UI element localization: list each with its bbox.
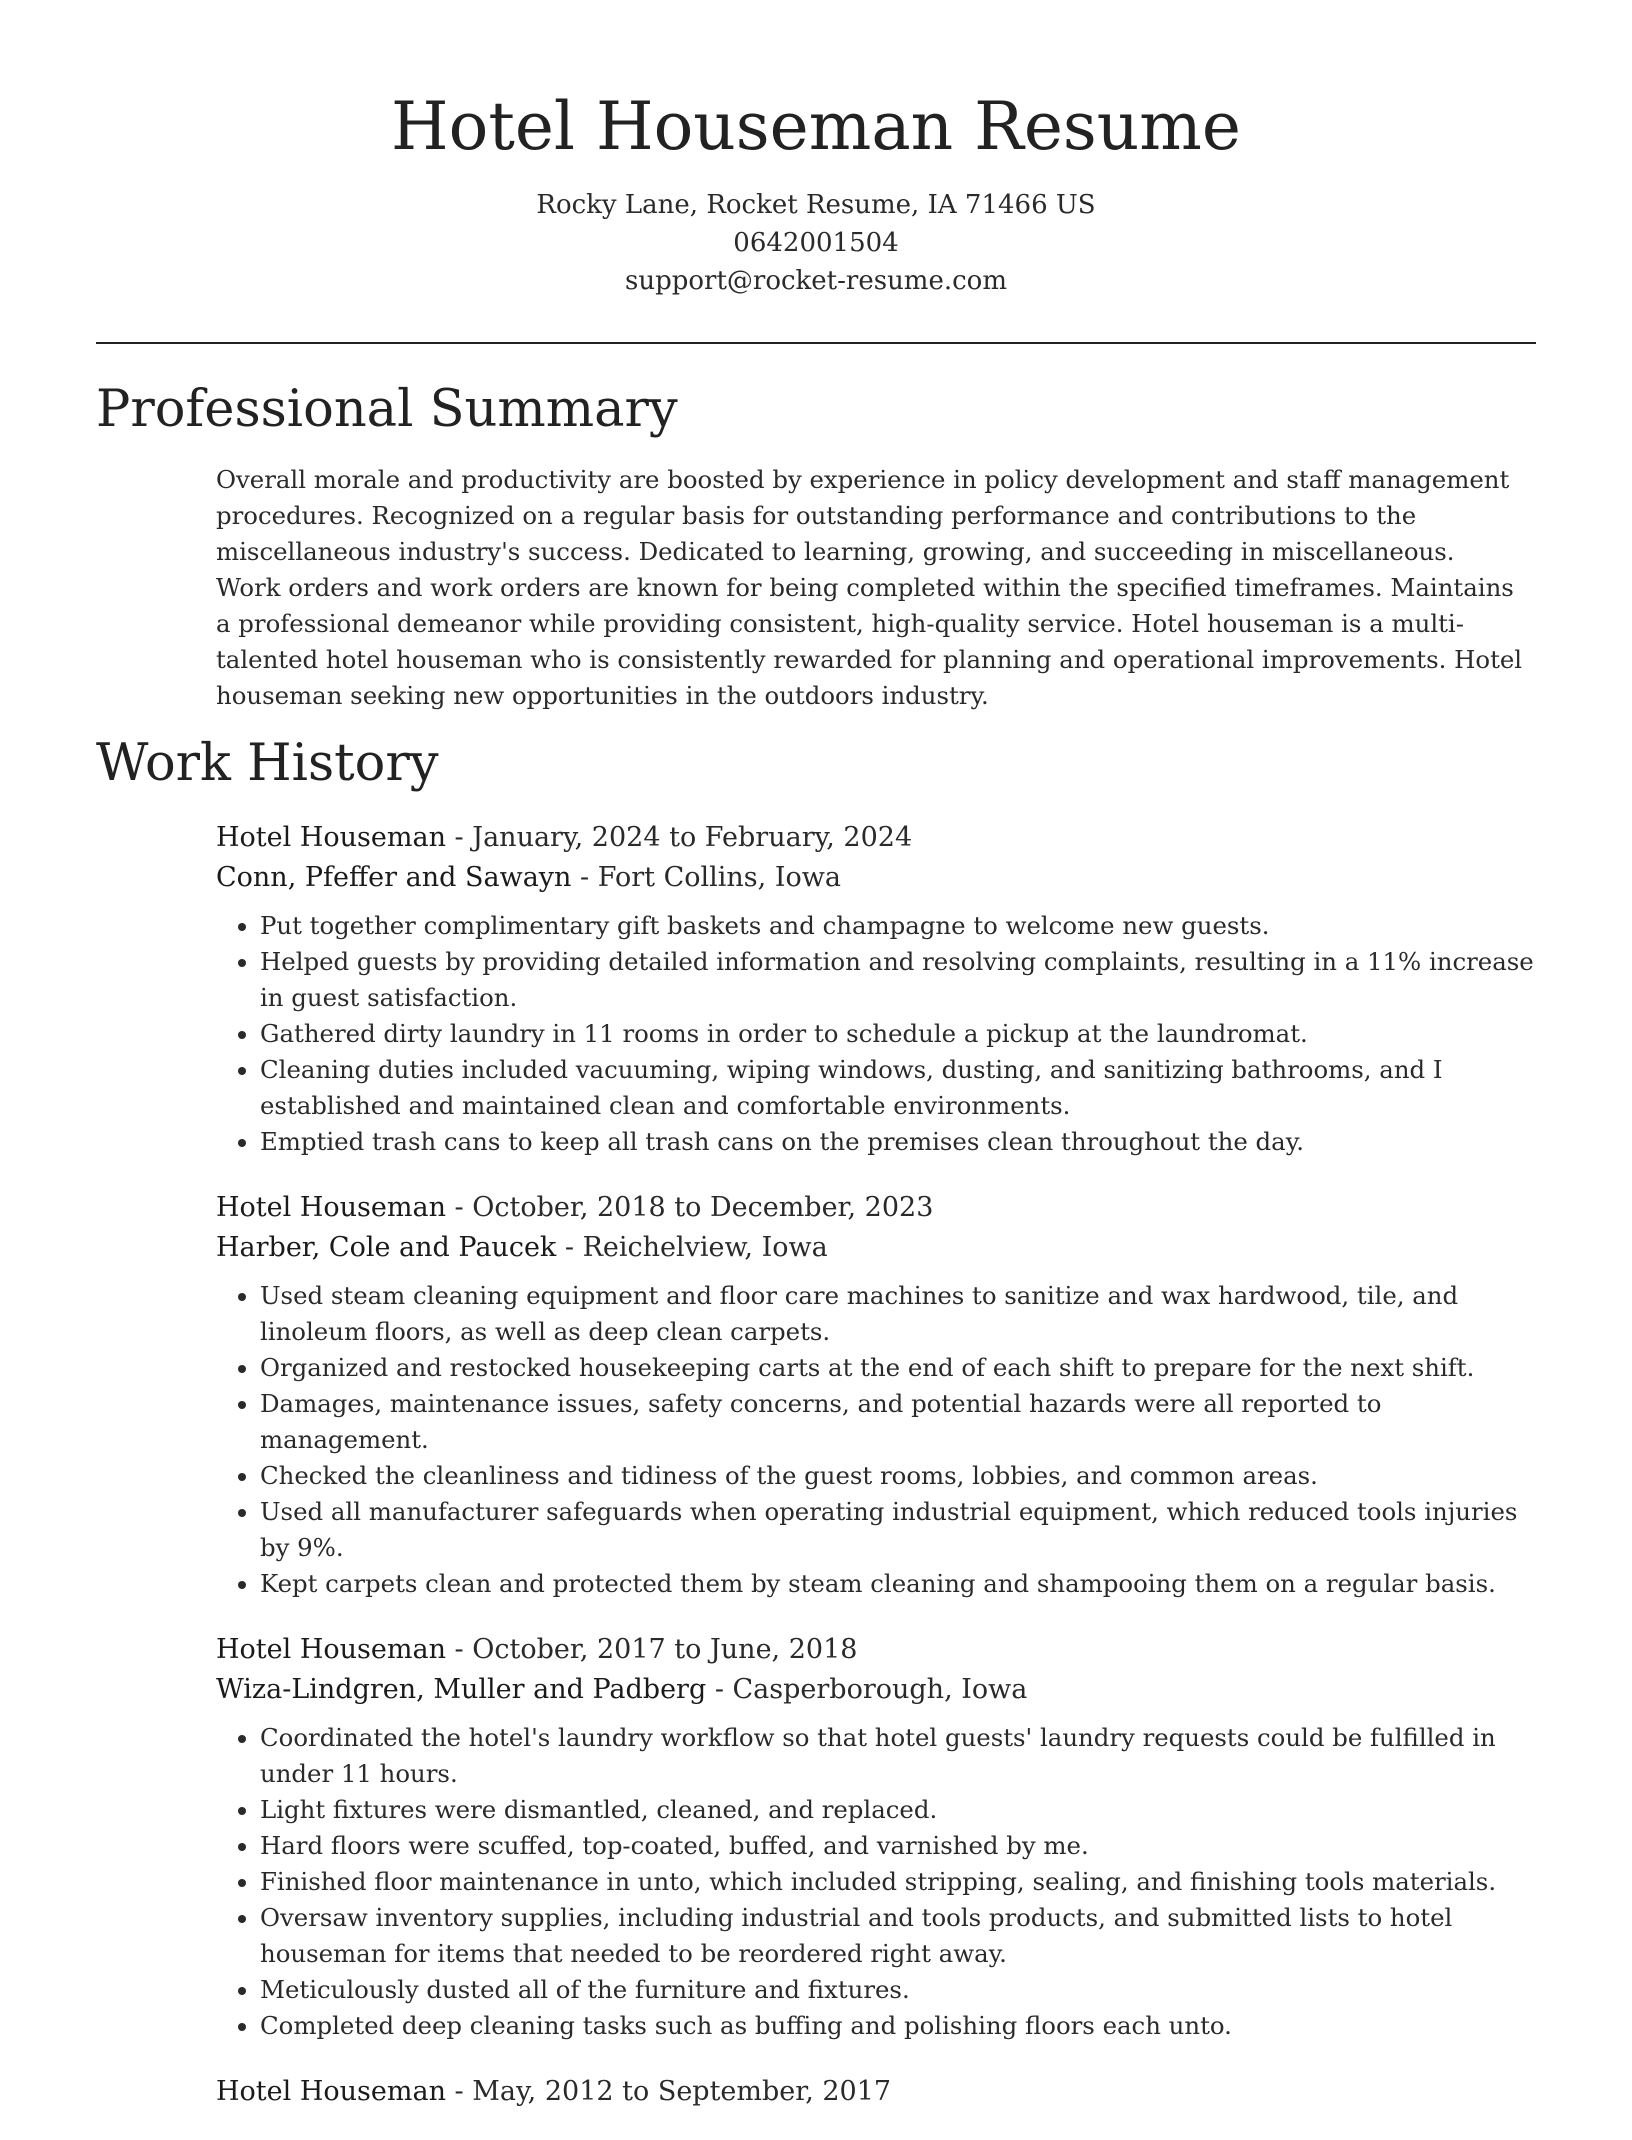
job-dates: - January, 2024 to February, 2024 xyxy=(445,822,913,853)
job-title-line xyxy=(216,818,1536,858)
job-bullets xyxy=(216,1278,1536,1602)
job-bullet: • Meticulously dusted all of the furniture and fixtures. xyxy=(260,1972,1536,2008)
work-history-list xyxy=(216,818,1536,2140)
job-bullet: • Completed deep cleaning tasks such as buffing and polishing floors each unto. xyxy=(260,2008,1536,2044)
contact-phone: 0642001504 xyxy=(733,228,899,258)
job-company-line xyxy=(216,1670,1536,1710)
contact-block xyxy=(0,186,1632,300)
job-bullet: • Coordinated the hotel's laundry workflow so that hotel guests' laundry requests could be fulfilled in under 11 hours. xyxy=(260,1720,1536,1792)
job-bullet: • Used all manufacturer safeguards when operating industrial equipment, which reduced tools injuries by 9%. xyxy=(260,1494,1536,1566)
job-bullet: • Damages, maintenance issues, safety concerns, and potential hazards were all reported to management. xyxy=(260,1386,1536,1458)
job-bullets xyxy=(216,908,1536,1160)
job-entry xyxy=(216,818,1536,1160)
job-bullet: • Checked the cleanliness and tidiness of the guest rooms, lobbies, and common areas. xyxy=(260,1458,1536,1494)
job-title: Hotel Houseman xyxy=(216,1192,446,1223)
job-title: Hotel Houseman xyxy=(216,822,446,853)
job-dates: - May, 2012 to September, 2017 xyxy=(445,2076,892,2107)
contact-address: Rocky Lane, Rocket Resume, IA 71466 US xyxy=(536,190,1096,220)
contact-email: support@rocket-resume.com xyxy=(624,266,1007,296)
job-bullet: • Hard floors were scuffed, top-coated, buffed, and varnished by me. xyxy=(260,1828,1536,1864)
job-bullets xyxy=(216,1720,1536,2044)
job-company-line xyxy=(216,1228,1536,1268)
job-location: - Fort Collins, Iowa xyxy=(571,862,841,893)
job-title: Hotel Houseman xyxy=(216,2076,446,2107)
job-dates: - October, 2018 to December, 2023 xyxy=(445,1192,934,1223)
job-dates: - October, 2017 to June, 2018 xyxy=(445,1634,858,1665)
job-bullet: • Oversaw inventory supplies, including industrial and tools products, and submitted lists to hotel houseman for items that needed to be reordered right away. xyxy=(260,1900,1536,1972)
job-location: - Reichelview, Iowa xyxy=(556,1232,828,1263)
resume-title: Hotel Houseman Resume xyxy=(391,88,1241,165)
job-company: Wiza-Lindgren, Muller and Padberg xyxy=(216,1674,707,1705)
job-company: Harber, Cole and Paucek xyxy=(216,1232,557,1263)
job-location: - Casperborough, Iowa xyxy=(706,1674,1028,1705)
job-bullet: • Helped guests by providing detailed information and resolving complaints, resulting in a 11% increase in guest satisfaction. xyxy=(260,944,1536,1016)
job-bullet: • Finished floor maintenance in unto, which included stripping, sealing, and finishing tools materials. xyxy=(260,1864,1536,1900)
job-bullet: • Cleaning duties included vacuuming, wiping windows, dusting, and sanitizing bathrooms, and I established and maintained clean and comfortable environments. xyxy=(260,1052,1536,1124)
job-bullet: • Gathered dirty laundry in 11 rooms in order to schedule a pickup at the laundromat. xyxy=(260,1016,1536,1052)
job-title-line xyxy=(216,1188,1536,1228)
job-bullet: • Kept carpets clean and protected them by steam cleaning and shampooing them on a regular basis. xyxy=(260,1566,1536,1602)
job-bullet: • Put together complimentary gift baskets and champagne to welcome new guests. xyxy=(260,908,1536,944)
job-entry xyxy=(216,1188,1536,1602)
job-bullet: • Light fixtures were dismantled, cleaned, and replaced. xyxy=(260,1792,1536,1828)
job-bullet: • Used steam cleaning equipment and floor care machines to sanitize and wax hardwood, tile, and linoleum floors, as well as deep clean carpets. xyxy=(260,1278,1536,1350)
job-title: Hotel Houseman xyxy=(216,1634,446,1665)
job-title-line xyxy=(216,1630,1536,1670)
job-company-line xyxy=(216,858,1536,898)
job-bullet: • Organized and restocked housekeeping carts at the end of each shift to prepare for the next shift. xyxy=(260,1350,1536,1386)
job-company: Conn, Pfeffer and Sawayn xyxy=(216,862,572,893)
job-bullet: • Emptied trash cans to keep all trash cans on the premises clean throughout the day. xyxy=(260,1124,1536,1160)
resume-header xyxy=(0,82,1632,300)
job-entry xyxy=(216,1630,1536,2044)
summary-heading: Professional Summary xyxy=(96,380,678,439)
summary-text: Overall morale and productivity are boosted by experience in policy development and staff management procedures. Recognized on a regular basis for outstanding performance and contributions to the miscellaneous industry's success. Dedicated to learning, growing, and succeeding in miscellaneous. Work orders and work orders are known for being completed within the specified timeframes. Maintains a professional demeanor while providing consistent, high-quality service. Hotel houseman is a multi-talented hotel houseman who is consistently rewarded for planning and operational improvements. Hotel houseman seeking new opportunities in the outdoors industry. xyxy=(216,465,1523,710)
job-title-line xyxy=(216,2072,1536,2112)
work-history-heading: Work History xyxy=(96,734,439,793)
header-divider xyxy=(96,342,1536,344)
job-entry xyxy=(216,2072,1536,2112)
